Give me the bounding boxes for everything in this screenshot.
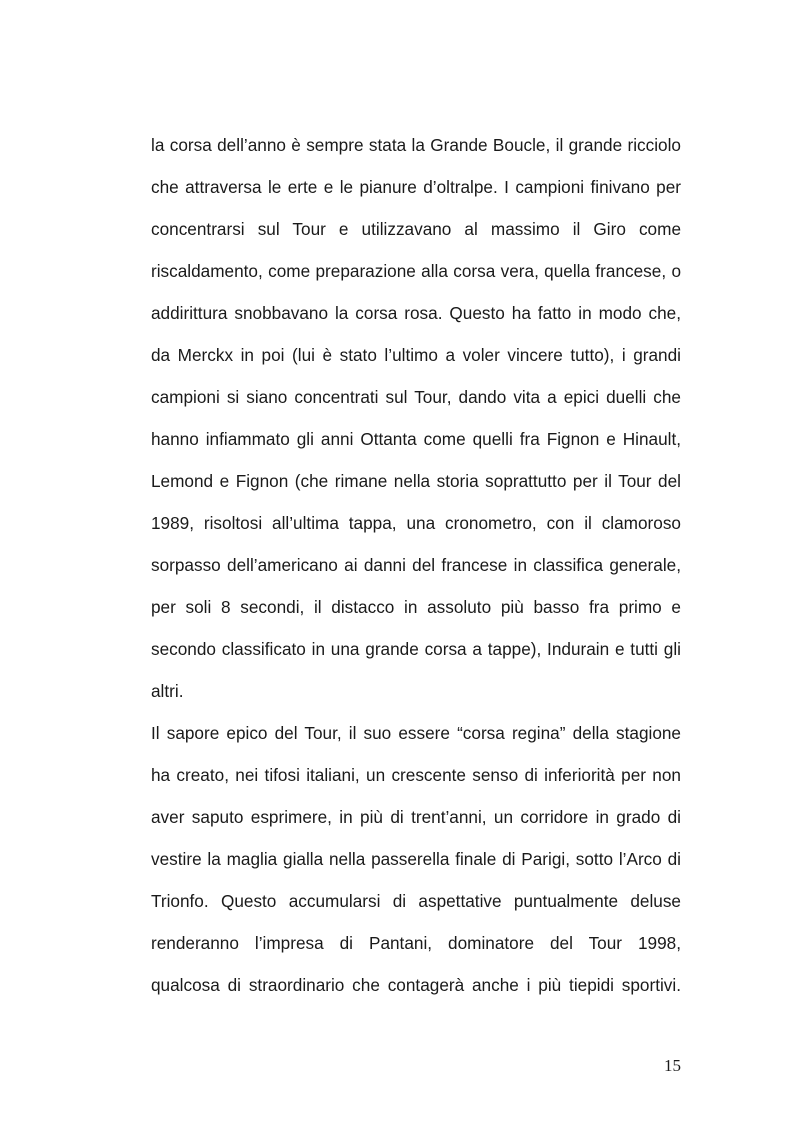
text-line: hanno infiammato gli anni Ottanta come quelli fra Fignon e Hinault, (151, 429, 681, 449)
text-line: renderanno l’impresa di Pantani, dominatore del Tour 1998, (151, 933, 681, 953)
text-line: addirittura snobbavano la corsa rosa. Questo ha fatto in modo che, (151, 303, 681, 323)
text-line: altri. (151, 681, 184, 701)
text-line: ha creato, nei tifosi italiani, un crescente senso di inferiorità per non (151, 765, 681, 785)
text-line: secondo classificato in una grande corsa a tappe), Indurain e tutti gli (151, 639, 681, 659)
body-text (151, 124, 681, 1006)
text-line: che attraversa le erte e le pianure d’oltralpe. I campioni finivano per (151, 177, 681, 197)
text-line: Il sapore epico del Tour, il suo essere “corsa regina” della stagione (151, 723, 681, 743)
text-line: Lemond e Fignon (che rimane nella storia soprattutto per il Tour del (151, 471, 681, 491)
text-line: da Merckx in poi (lui è stato l’ultimo a voler vincere tutto), i grandi (151, 345, 681, 365)
text-line: Trionfo. Questo accumularsi di aspettative puntualmente deluse (151, 891, 681, 911)
page-number: 15 (664, 1056, 681, 1075)
text-line: per soli 8 secondi, il distacco in assoluto più basso fra primo e (151, 597, 681, 617)
text-line: 1989, risoltosi all’ultima tappa, una cronometro, con il clamoroso (151, 513, 681, 533)
text-line: campioni si siano concentrati sul Tour, dando vita a epici duelli che (151, 387, 681, 407)
text-line: vestire la maglia gialla nella passerella finale di Parigi, sotto l’Arco di (151, 849, 681, 869)
text-line: la corsa dell’anno è sempre stata la Grande Boucle, il grande ricciolo (151, 135, 681, 155)
text-line: sorpasso dell’americano ai danni del francese in classifica generale, (151, 555, 681, 575)
text-line: riscaldamento, come preparazione alla corsa vera, quella francese, o (151, 261, 681, 281)
text-line: concentrarsi sul Tour e utilizzavano al massimo il Giro come (151, 219, 681, 239)
text-line: aver saputo esprimere, in più di trent’anni, un corridore in grado di (151, 807, 681, 827)
text-line: qualcosa di straordinario che contagerà anche i più tiepidi sportivi. (151, 975, 681, 995)
